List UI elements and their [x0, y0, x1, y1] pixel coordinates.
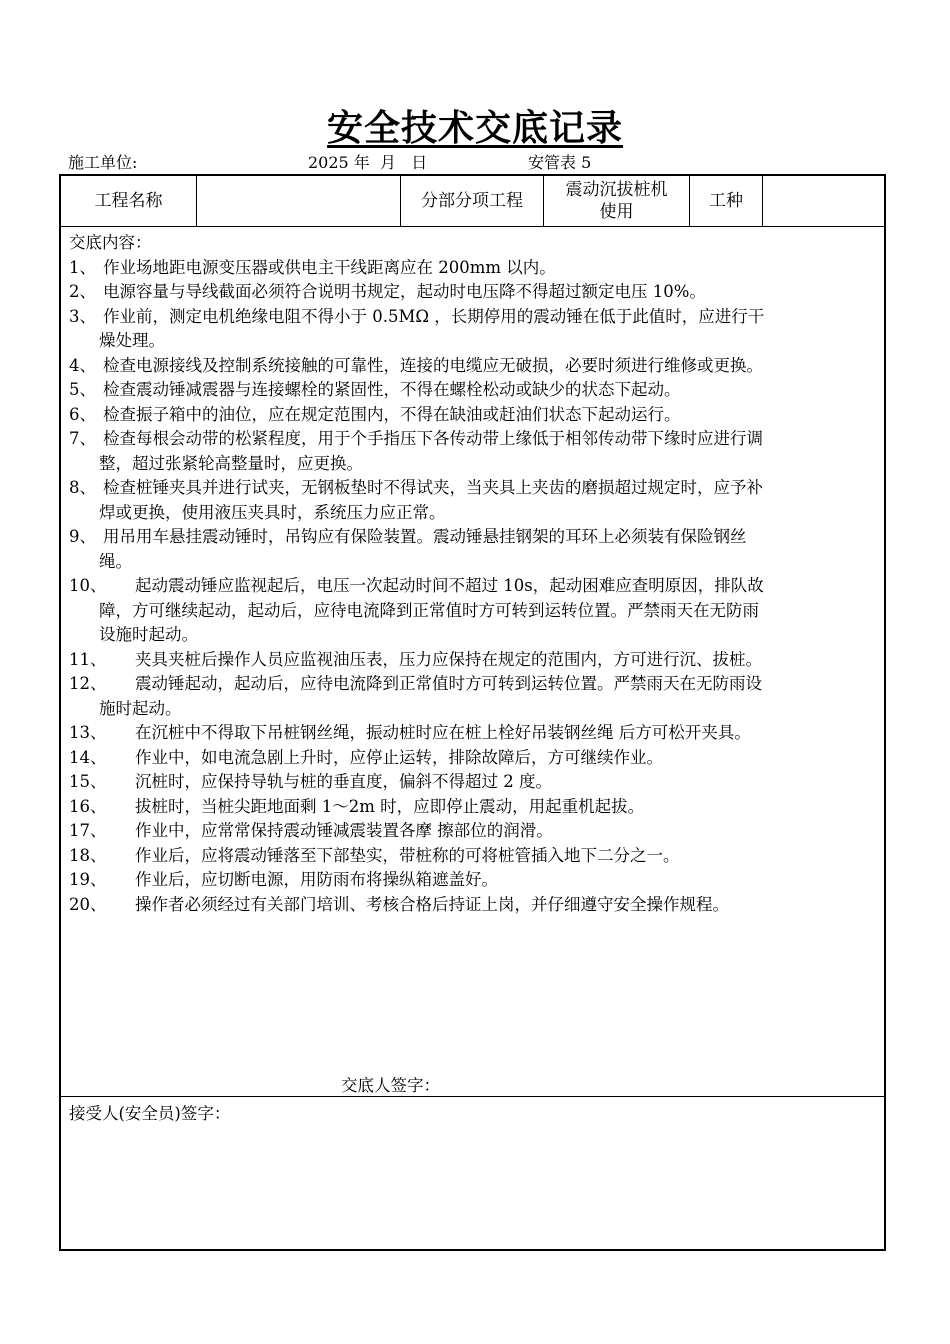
item-text: 作业后，应切断电源，用防雨布将操纵箱遮盖好。: [135, 870, 498, 889]
list-item: [69, 427, 876, 476]
row-divider: [61, 226, 884, 227]
item-text-continued: 设施时起动。: [99, 625, 198, 644]
disclosure-content: [69, 231, 876, 917]
item-number: 8、: [69, 478, 96, 497]
work-type-label: 工种: [709, 191, 743, 211]
list-item: [69, 893, 876, 918]
item-text: 沉桩时，应保持导轨与桩的垂直度，偏斜不得超过 2 度。: [135, 772, 552, 791]
list-item: [69, 648, 876, 673]
list-item: [69, 256, 876, 281]
date-field: 2025 年 月 日: [308, 153, 428, 172]
item-number: 9、: [69, 527, 96, 546]
list-item: [69, 354, 876, 379]
item-text: 检查每根会动带的松紧程度，用于个手指压下各传动带上缘低于相邻传动带下缘时应进行调: [103, 429, 763, 448]
item-text: 作业中，如电流急剧上升时，应停止运转，排除故障后，方可继续作业。: [135, 747, 663, 767]
item-text-continued: 燥处理。: [99, 331, 165, 350]
item-number: 17、: [69, 821, 107, 840]
sub-project-value-line2: 使用: [599, 202, 634, 222]
item-number: 2、: [69, 282, 96, 301]
list-item: [69, 378, 876, 403]
item-text-continued: 焊或更换，使用液压夹具时，系统压力应正常。: [99, 502, 446, 522]
list-item: [69, 672, 876, 721]
item-text-continued: 整，超过张紧轮高整量时，应更换。: [99, 453, 363, 473]
item-text: 操作者必须经过有关部门培训、考核合格后持证上岗，并仔细遵守安全操作规程。: [135, 894, 729, 914]
item-text: 起动震动锤应监视起后，电压一次起动时间不超过 10s，起动困难应查明原因，排队故: [135, 576, 764, 595]
document-title: 安全技术交底记录: [326, 107, 623, 149]
item-number: 3、: [69, 306, 96, 326]
item-number: 7、: [69, 429, 96, 448]
item-number: 15、: [69, 772, 107, 791]
item-text-continued: 绳。: [99, 551, 132, 571]
item-text: 在沉桩中不得取下吊桩钢丝绳，振动桩时应在桩上栓好吊装钢丝绳 后方可松开夹具。: [135, 723, 751, 742]
sub-project-value-line1: 震动沉拔桩机: [565, 180, 668, 200]
item-text: 作业前，测定电机绝缘电阻不得小于 0.5MΩ ，长期停用的震动锤在低于此值时，应进行干: [103, 306, 765, 326]
list-item: [69, 305, 876, 354]
list-item: [69, 819, 876, 844]
list-item: [69, 721, 876, 746]
form-number: 安管表 5: [528, 153, 592, 172]
item-text: 作业场地距电源变压器或供电主干线距离应在 200mm 以内。: [103, 257, 556, 277]
list-item: [69, 574, 876, 648]
row-divider: [61, 1096, 884, 1097]
item-text: 夹具夹桩后操作人员应监视油压表，压力应保持在规定的范围内，方可进行沉、拔桩。: [135, 649, 762, 669]
list-item: [69, 746, 876, 771]
list-item: [69, 770, 876, 795]
list-item: [69, 868, 876, 893]
item-number: 4、: [69, 355, 96, 375]
discloser-signature-label: 交底人签字：: [341, 1076, 440, 1095]
item-text-continued: 障，方可继续起动，起动后，应待电流降到正常值时方可转到运转位置。严禁雨天在无防雨: [99, 600, 759, 620]
item-number: 13、: [69, 723, 107, 742]
content-heading: 交底内容：: [69, 233, 152, 252]
list-item: [69, 525, 876, 574]
sub-project-label: 分部分项工程: [421, 191, 523, 211]
item-number: 12、: [69, 674, 107, 693]
item-number: 6、: [69, 404, 96, 424]
project-name-label: 工程名称: [94, 191, 163, 211]
disclosure-items: [69, 256, 876, 918]
item-text: 用吊用车悬挂震动锤时，吊钩应有保险装置。震动锤悬挂钢架的耳环上必须装有保险钢丝: [103, 527, 747, 546]
item-number: 1、: [69, 257, 96, 277]
item-text: 检查桩锤夹具并进行试夹，无钢板垫时不得试夹，当夹具上夹齿的磨损超过规定时，应予补: [103, 478, 763, 497]
item-number: 19、: [69, 870, 107, 889]
item-text: 作业后，应将震动锤落至下部垫实，带桩称的可将桩管插入地下二分之一。: [135, 845, 680, 865]
receiver-signature-label: 接受人(安全员)签字：: [69, 1104, 231, 1123]
item-text: 震动锤起动，起动后，应待电流降到正常值时方可转到运转位置。严禁雨天在无防雨设: [135, 674, 762, 693]
list-item: [69, 795, 876, 820]
item-number: 14、: [69, 747, 107, 767]
item-text: 作业中，应常常保持震动锤减震装置各摩 擦部位的润滑。: [135, 821, 553, 840]
list-item: [69, 844, 876, 869]
item-text: 检查电源接线及控制系统接触的可靠性，连接的电缆应无破损，必要时须进行维修或更换。: [103, 355, 763, 375]
list-item: [69, 403, 876, 428]
item-number: 10、: [69, 576, 107, 595]
list-item: [69, 476, 876, 525]
item-text: 拔桩时，当桩尖距地面剩 1～2m 时，应即停止震动，用起重机起拔。: [135, 796, 645, 816]
item-number: 11、: [69, 649, 107, 669]
item-text: 检查震动锤减震器与连接螺栓的紧固性，不得在螺栓松动或缺少的状态下起动。: [103, 380, 681, 399]
construction-unit-label: 施工单位:: [68, 153, 138, 172]
item-text-continued: 施时起动。: [99, 698, 182, 718]
sub-project-value[interactable]: [544, 176, 689, 226]
project-name-value[interactable]: [197, 176, 400, 226]
item-number: 20、: [69, 894, 107, 914]
record-table: [59, 174, 886, 1251]
item-text: 电源容量与导线截面必须符合说明书规定，起动时电压降不得超过额定电压 10%。: [103, 282, 706, 301]
list-item: [69, 280, 876, 305]
item-number: 16、: [69, 796, 107, 816]
item-number: 5、: [69, 380, 96, 399]
item-text: 检查振子箱中的油位，应在规定范围内，不得在缺油或赶油们状态下起动运行。: [103, 404, 681, 424]
work-type-value[interactable]: [763, 176, 884, 226]
item-number: 18、: [69, 845, 107, 865]
